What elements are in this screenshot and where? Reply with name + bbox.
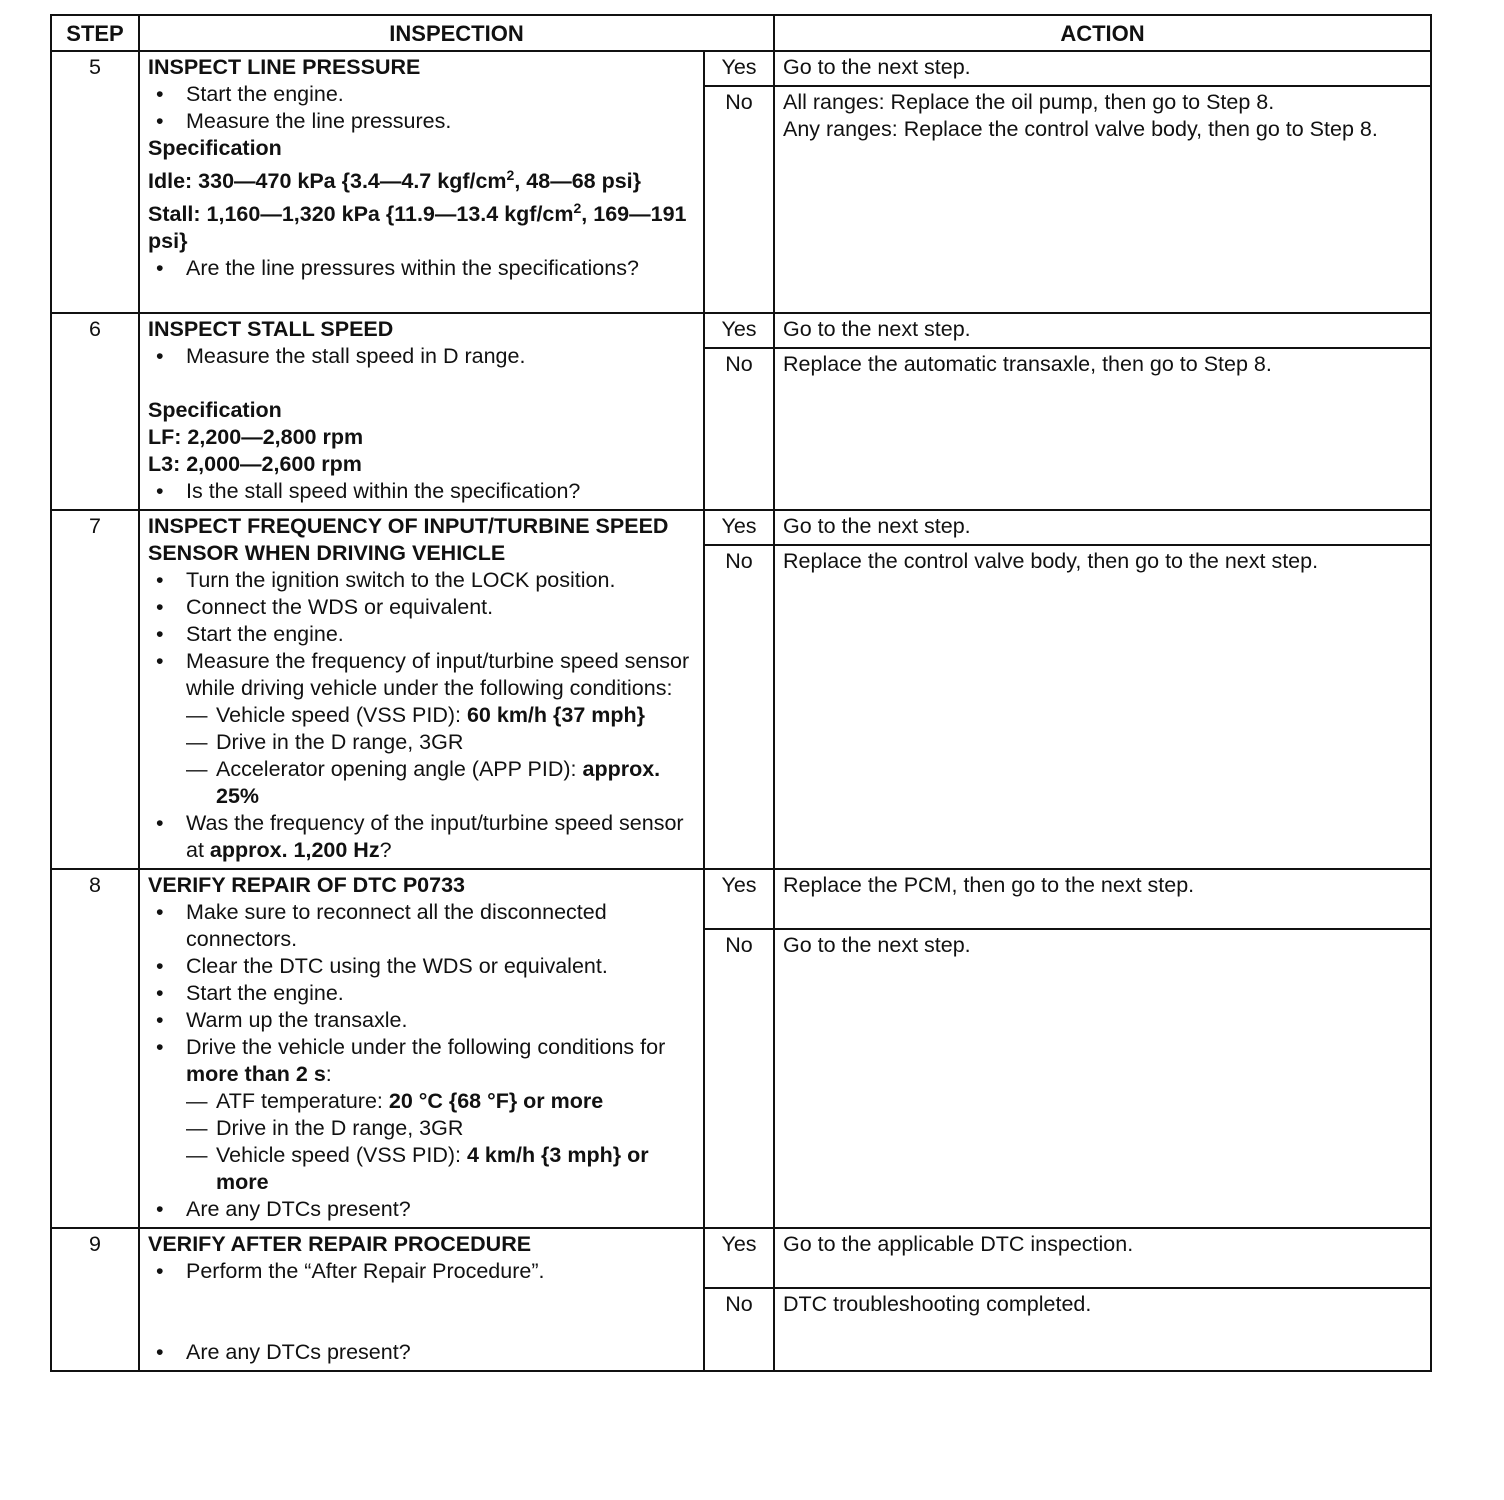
step-9-inspection (139, 1228, 704, 1371)
question-list (148, 255, 695, 282)
dash-item: — Accelerator opening angle (APP PID): approx. 25% (216, 756, 695, 810)
question: • Was the frequency of the input/turbine speed sensor at approx. 1,200 Hz? (186, 810, 695, 864)
bullet-item: • Turn the ignition switch to the LOCK position. (186, 567, 695, 594)
no-action: DTC troubleshooting completed. (774, 1288, 1431, 1371)
question: • Is the stall speed within the specification? (186, 478, 695, 505)
yes-label: Yes (704, 313, 774, 348)
header-action: ACTION (774, 15, 1431, 51)
bullet-item: • Start the engine. (186, 81, 695, 108)
question-list (148, 478, 695, 505)
bullet-item: • Connect the WDS or equivalent. (186, 594, 695, 621)
yes-action: Go to the next step. (774, 51, 1431, 86)
spec-label: Specification (148, 136, 282, 160)
bullet-item: • Measure the line pressures. (186, 108, 695, 135)
header-inspection: INSPECTION (139, 15, 774, 51)
dash-item: — Drive in the D range, 3GR (216, 1115, 695, 1142)
bullet-item: • Clear the DTC using the WDS or equivalent. (186, 953, 695, 980)
question-list (148, 1339, 695, 1366)
step-title: INSPECT FREQUENCY OF INPUT/TURBINE SPEED SENSOR WHEN DRIVING VEHICLE (148, 514, 669, 565)
no-action: All ranges: Replace the oil pump, then go to Step 8. Any ranges: Replace the control valve body, then go to Step 8. (774, 86, 1431, 313)
step-number: 7 (51, 510, 139, 869)
dash-list (186, 1088, 695, 1196)
bullet-list (148, 343, 695, 370)
step-title: VERIFY AFTER REPAIR PROCEDURE (148, 1232, 532, 1256)
step-title: INSPECT STALL SPEED (148, 317, 394, 341)
dash-item: — Vehicle speed (VSS PID): 4 km/h {3 mph} or more (216, 1142, 695, 1196)
bullet-list (148, 567, 695, 864)
bullet-item: • Drive the vehicle under the following conditions for more than 2 s: — ATF temperature: 20 °C {68 °F} or more — Drive in the D range, 3GR — Vehicle speed (VSS PID): 4 km/h {3 mph} or more (186, 1034, 695, 1196)
step-7-inspection (139, 510, 704, 869)
bullet-item: • Make sure to reconnect all the disconnected connectors. (186, 899, 695, 953)
question: • Are any DTCs present? (186, 1196, 695, 1223)
yes-action: Go to the applicable DTC inspection. (774, 1228, 1431, 1288)
yes-label: Yes (704, 1228, 774, 1288)
step-8-inspection (139, 869, 704, 1228)
bullet-list (148, 899, 695, 1223)
bullet-list (148, 1258, 695, 1285)
bullet-item: • Start the engine. (186, 621, 695, 648)
yes-action: Replace the PCM, then go to the next step. (774, 869, 1431, 929)
no-label: No (704, 929, 774, 1228)
question: • Are any DTCs present? (186, 1339, 695, 1366)
bullet-item: • Measure the stall speed in D range. (186, 343, 695, 370)
header-step: STEP (51, 15, 139, 51)
troubleshooting-table (50, 14, 1432, 1372)
step-number: 5 (51, 51, 139, 313)
spec-lf: LF: 2,200—2,800 rpm (148, 425, 364, 449)
yes-label: Yes (704, 51, 774, 86)
bullet-item: • Measure the frequency of input/turbine speed sensor while driving vehicle under the following conditions: — Vehicle speed (VSS PID): 60 km/h {37 mph} — Drive in the D range, 3GR — Accelerator opening angle (APP PID): approx. 25% (186, 648, 695, 810)
step-6-inspection (139, 313, 704, 510)
spec-idle: Idle: 330—470 kPa {3.4—4.7 kgf/$cm^2$, 48—68 psi} (148, 166, 642, 193)
yes-label: Yes (704, 869, 774, 929)
step-7-row-yes (51, 510, 1431, 545)
no-label: No (704, 348, 774, 510)
no-label: No (704, 1288, 774, 1371)
dash-list (186, 702, 695, 810)
yes-label: Yes (704, 510, 774, 545)
no-label: No (704, 86, 774, 313)
spec-l3: L3: 2,000—2,600 rpm (148, 452, 362, 476)
bullet-item: • Perform the “After Repair Procedure”. (186, 1258, 695, 1285)
step-5-inspection (139, 51, 704, 313)
bullet-list (148, 81, 695, 135)
step-number: 8 (51, 869, 139, 1228)
step-5-row-yes (51, 51, 1431, 86)
step-number: 9 (51, 1228, 139, 1371)
yes-action: Go to the next step. (774, 510, 1431, 545)
step-6-row-yes (51, 313, 1431, 348)
dash-item: — Vehicle speed (VSS PID): 60 km/h {37 mph} (216, 702, 695, 729)
step-title: VERIFY REPAIR OF DTC P0733 (148, 873, 466, 897)
no-action: Replace the automatic transaxle, then go to Step 8. (774, 348, 1431, 510)
no-action: Replace the control valve body, then go to the next step. (774, 545, 1431, 869)
question: • Are the line pressures within the specifications? (186, 255, 695, 282)
header-row (51, 15, 1431, 51)
no-label: No (704, 545, 774, 869)
spec-stall: Stall: 1,160—1,320 kPa {11.9—13.4 kgf/$cm^2$, 169—191 psi} (148, 199, 687, 253)
dash-item: — ATF temperature: 20 °C {68 °F} or more (216, 1088, 695, 1115)
no-action: Go to the next step. (774, 929, 1431, 1228)
bullet-item: • Start the engine. (186, 980, 695, 1007)
step-8-row-yes (51, 869, 1431, 929)
yes-action: Go to the next step. (774, 313, 1431, 348)
spec-label: Specification (148, 398, 282, 422)
bullet-item: • Warm up the transaxle. (186, 1007, 695, 1034)
dash-item: — Drive in the D range, 3GR (216, 729, 695, 756)
step-9-row-yes (51, 1228, 1431, 1288)
step-number: 6 (51, 313, 139, 510)
step-title: INSPECT LINE PRESSURE (148, 55, 421, 79)
